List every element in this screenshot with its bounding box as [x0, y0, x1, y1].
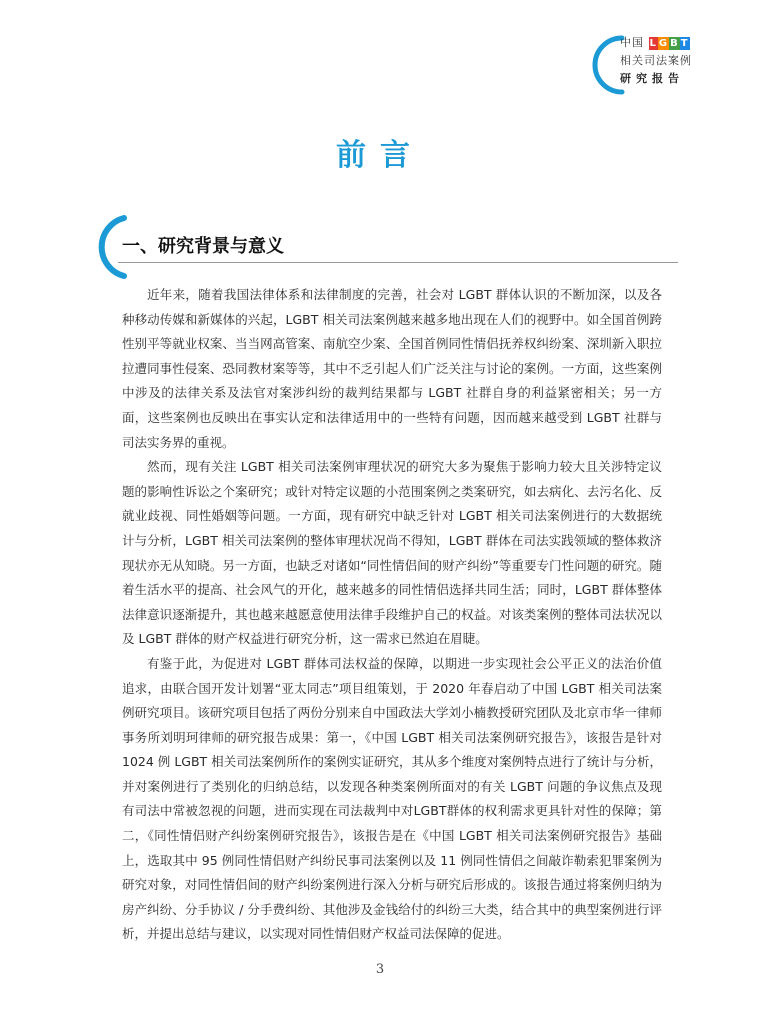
- lgbt-letter-g: G: [658, 38, 669, 49]
- logo-line-2: 相关司法案例: [620, 54, 692, 67]
- page-title: 前言: [336, 138, 424, 173]
- logo-line-3: 研究报告: [620, 72, 684, 85]
- report-logo: [588, 30, 728, 100]
- paragraph-3: 有鉴于此，为促进对 LGBT 群体司法权益的保障，以期进一步实现社会公平正义的法治价值追求，由联合国开发计划署“亚太同志”项目组策划，于 2020 年春启动了中国 LGBT 相关司法案例研究项目。该研究项目包括了两份分别来自中国政法大学刘小楠教授研究团队及北京市华一律师事务所刘明珂律师的研究报告成果：第一，《中国 LGBT 相关司法案例研究报告》，该报告是针对 1024 例 LGBT 相关司法案例所作的案例实证研究，其从多个维度对案例特点进行了统计与分析，并对案例进行了类别化的归纳总结，以发现各种类案例所面对的有关 LGBT 问题的争议焦点及现有司法中常被忽视的问题，进而实现在司法裁判中对LGBT群体的权利需求更具针对性的保障；第二，《同性情侣财产纠纷案例研究报告》，该报告是在《中国 LGBT 相关司法案例研究报告》基础上，选取其中 95 例同性情侣财产纠纷民事司法案例以及 11 例同性情侣之间敲诈勒索犯罪案例为研究对象，对同性情侣间的财产纠纷案例进行深入分析与研究后形成的。该报告通过将案例归纳为房产纠纷、分手协议 / 分手费纠纷、其他涉及金钱给付的纠纷三大类，结合其中的典型案例进行评析，并提出总结与建议，以实现对同性情侣财产权益司法保障的促进。: [122, 655, 662, 942]
- lgbt-letter-t: T: [680, 38, 689, 49]
- section-heading: 一、研究背景与意义: [122, 236, 284, 257]
- section-divider: [118, 262, 678, 263]
- lgbt-badge: [649, 36, 690, 50]
- logo-prefix: 中国: [620, 36, 644, 49]
- paragraph-1: 近年来，随着我国法律体系和法律制度的完善，社会对 LGBT 群体认识的不断加深，以及各种移动传媒和新媒体的兴起，LGBT 相关司法案例越来越多地出现在人们的视野中。如全国首例跨性别平等就业权案、当当网高管案、南航空少案、全国首例同性情侣抚养权纠纷案、深圳新入职拉拉遭同事性侵案、恐同教材案等等，其中不乏引起人们广泛关注与讨论的案例。一方面，这些案例中涉及的法律关系及法官对案涉纠纷的裁判结果都与 LGBT 社群自身的利益紧密相关；另一方面，这些案例也反映出在事实认定和法律适用中的一些特有问题，因而越来越受到 LGBT 社群与司法实务界的重视。: [122, 287, 662, 450]
- body-text: [122, 283, 662, 947]
- lgbt-letter-b: B: [670, 38, 679, 49]
- lgbt-letter-l: L: [649, 38, 657, 49]
- logo-line-1: [620, 34, 690, 50]
- paragraph-2: 然而，现有关注 LGBT 相关司法案例审理状况的研究大多为聚焦于影响力较大且关涉特定议题的影响性诉讼之个案研究；或针对特定议题的小范围案例之类案研究，如去病化、去污名化、反就业歧视、同性婚姻等问题。一方面，现有研究中缺乏针对 LGBT 相关司法案例进行的大数据统计与分析，LGBT 相关司法案例的整体审理状况尚不得知，LGBT 群体在司法实践领域的整体救济现状亦无从知晓。另一方面，也缺乏对诸如“同性情侣间的财产纠纷”等重要专门性问题的研究。随着生活水平的提高、社会风气的开化，越来越多的同性情侣选择共同生活；同时，LGBT 群体整体法律意识逐渐提升，其也越来越愿意使用法律手段维护自己的权益。对该类案例的整体司法状况以及 LGBT 群体的财产权益进行研究分析，这一需求已然迫在眉睫。: [122, 459, 662, 647]
- page-number: 3: [375, 962, 385, 977]
